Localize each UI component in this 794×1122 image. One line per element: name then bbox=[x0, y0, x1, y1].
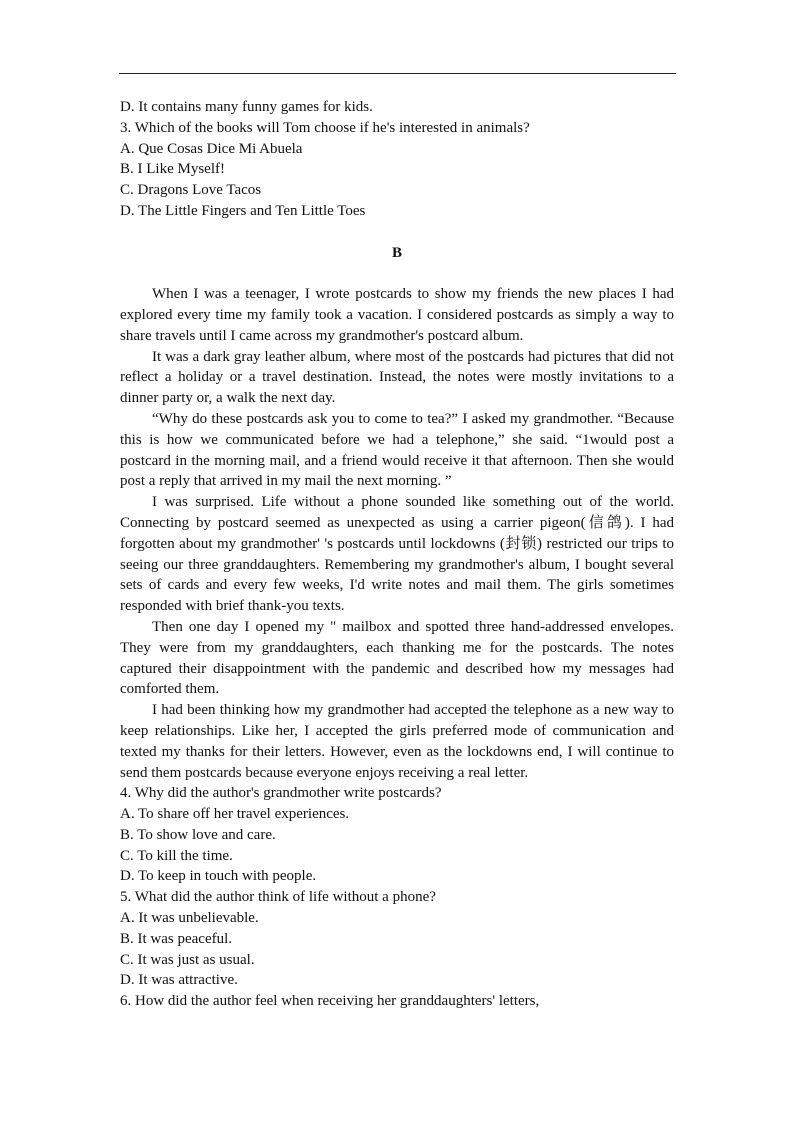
question-3-option-c: C. Dragons Love Tacos bbox=[120, 182, 262, 199]
passage-paragraph-3: “Why do these postcards ask you to come to tea?” I asked my grandmother. “Because this is how we communicated before we had a telephone,” she said. “1would post a postcard in the morning mail, and a friend would receive it that afternoon. Then she would post a reply that arrived in my mail the next morning. ” bbox=[120, 410, 674, 490]
passage-paragraph-2: It was a dark gray leather album, where most of the postcards had pictures that did not reflect a holiday or a travel destination. Instead, the notes were mostly invitations to a dinner party or, a walk the next day. bbox=[120, 348, 674, 407]
header-rule bbox=[119, 73, 676, 74]
question-5-text: 5. What did the author think of life without a phone? bbox=[120, 889, 436, 906]
passage-paragraph-4: I was surprised. Life without a phone sounded like something out of the world. Connecting by postcard seemed as unexpected as using a carrier pigeon(信鸽). I had forgotten about my grandmother' 's postcards until lockdowns (封锁) restricted our trips to seeing our three granddaughters. Remembering my grandmother's album, I bought several sets of cards and every few weeks, I'd write notes and mail them. The girls sometimes responded with brief thank-you texts. bbox=[120, 494, 674, 615]
passage-paragraph-5: Then one day I opened my " mailbox and spotted three hand-addressed envelopes. They were from my granddaughters, each thanking me for the postcards. The notes captured their disappointment with the pandemic and described how my messages had comforted them. bbox=[120, 618, 674, 698]
question-5-option-c: C. It was just as usual. bbox=[120, 951, 255, 968]
question-5-option-d: D. It was attractive. bbox=[120, 972, 238, 989]
document-page bbox=[120, 97, 674, 1012]
question-2-option-d: D. It contains many funny games for kids. bbox=[120, 99, 373, 115]
question-3-option-d: D. The Little Fingers and Ten Little Toes bbox=[120, 202, 366, 219]
passage-paragraph-1: When I was a teenager, I wrote postcards to show my friends the new places I had explored every time my family took a vacation. I considered postcards as simply a way to share travels until I came across my grandmother's postcard album. bbox=[120, 286, 674, 344]
question-4-option-c: C. To kill the time. bbox=[120, 847, 233, 864]
passage-paragraph-6: I had been thinking how my grandmother had accepted the telephone as a new way to keep relationships. Like her, I accepted the girls preferred mode of communication and texted my thanks for their letters. However, even as the lockdowns end, I will continue to send them postcards because everyone enjoys receiving a real letter. bbox=[120, 702, 674, 781]
question-4-option-b: B. To show love and care. bbox=[120, 826, 276, 843]
question-4-text: 4. Why did the author's grandmother write postcards? bbox=[120, 785, 442, 802]
question-6-text: 6. How did the author feel when receiving her granddaughters' letters, bbox=[120, 993, 540, 1010]
question-3-option-a: A. Que Cosas Dice Mi Abuela bbox=[120, 140, 303, 157]
question-5-option-a: A. It was unbelievable. bbox=[120, 910, 259, 927]
section-title: B bbox=[391, 244, 402, 261]
question-3-text: 3. Which of the books will Tom choose if he's interested in animals? bbox=[120, 119, 530, 136]
question-3-option-b: B. I Like Myself! bbox=[120, 161, 225, 178]
question-5-option-b: B. It was peaceful. bbox=[120, 930, 233, 947]
question-4-option-a: A. To share off her travel experiences. bbox=[120, 806, 350, 823]
question-4-option-d: D. To keep in touch with people. bbox=[120, 868, 317, 885]
